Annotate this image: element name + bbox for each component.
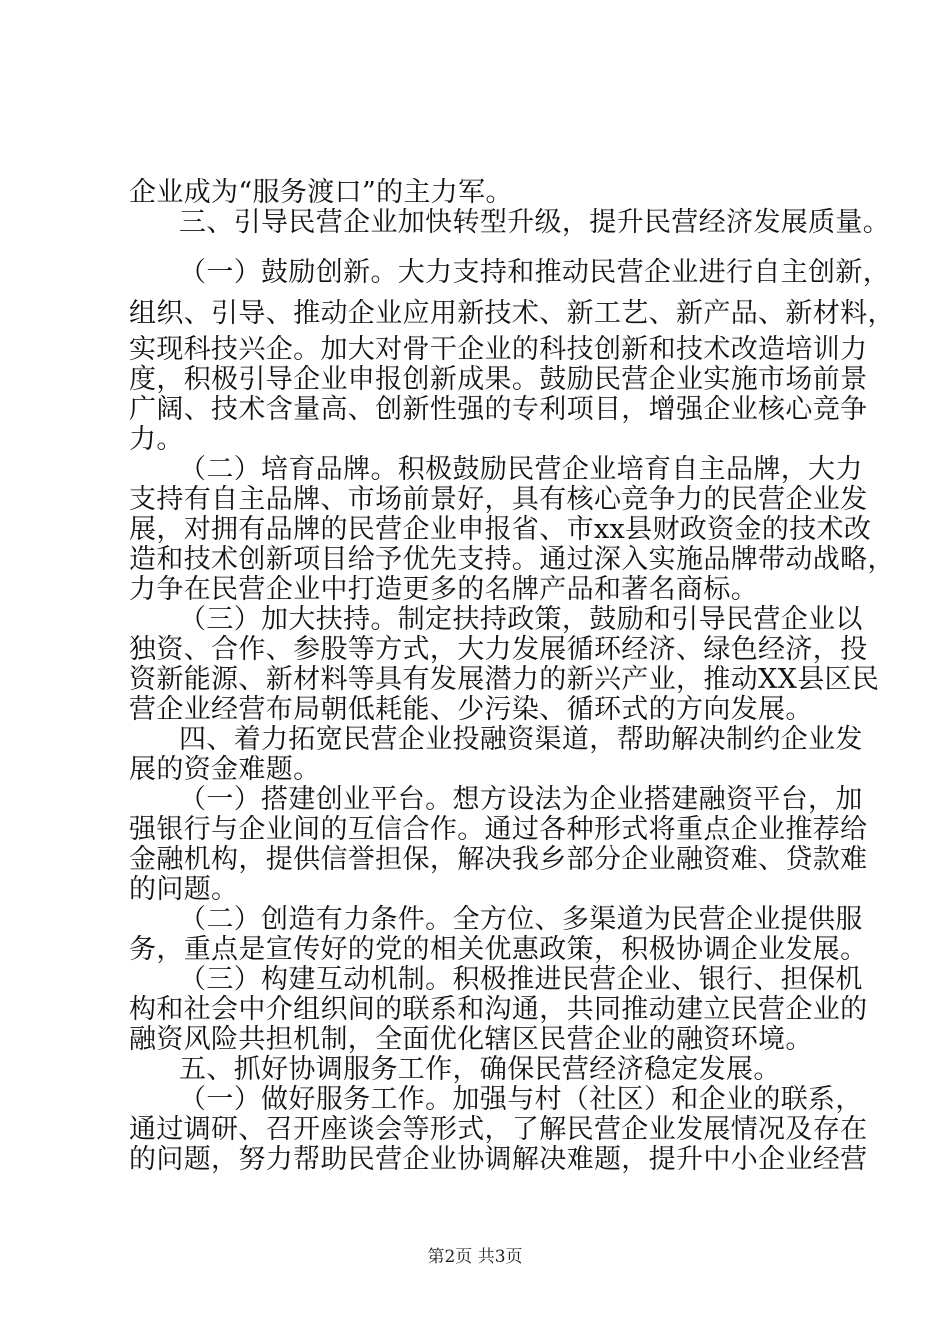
section-heading: 五、抓好协调服务工作，确保民营经济稳定发展。: [179, 1054, 781, 1085]
text-line: 实现科技兴企。加大对骨干企业的科技创新和技术改造培训力: [129, 334, 868, 365]
page-number-footer: 第2页 共3页: [427, 1247, 523, 1267]
text-line: 构和社会中介组织间的联系和沟通，共同推动建立民营企业的: [129, 994, 868, 1025]
text-line: 组织、引导、推动企业应用新技术、新工艺、新产品、新材料，: [129, 298, 895, 329]
text-line: 营企业经营布局朝低耗能、少污染、循环式的方向发展。: [129, 694, 813, 725]
section-heading: 三、引导民营企业加快转型升级，提升民营经济发展质量。: [179, 207, 891, 238]
subsection-line: （一）做好服务工作。加强与村（社区）和企业的联系，: [179, 1084, 863, 1115]
subsection-line: （一）搭建创业平台。想方设法为企业搭建融资平台，加: [179, 784, 863, 815]
subsection-line: （一）鼓励创新。大力支持和推动民营企业进行自主创新，: [179, 257, 891, 288]
text-line: 造和技术创新项目给予优先支持。通过深入实施品牌带动战略，: [129, 544, 895, 575]
subsection-line: （三）加大扶持。制定扶持政策，鼓励和引导民营企业以: [179, 604, 863, 635]
subsection-line: （二）创造有力条件。全方位、多渠道为民营企业提供服: [179, 904, 863, 935]
text-line: 金融机构，提供信誉担保，解决我乡部分企业融资难、贷款难: [129, 844, 868, 875]
text-line: 力争在民营企业中打造更多的名牌产品和著名商标。: [129, 574, 759, 605]
text-line: 务，重点是宣传好的党的相关优惠政策，积极协调企业发展。: [129, 934, 868, 965]
text-line: 强银行与企业间的互信合作。通过各种形式将重点企业推荐给: [129, 814, 868, 845]
text-line: 通过调研、召开座谈会等形式，了解民营企业发展情况及存在: [129, 1114, 868, 1145]
text-line: 的问题。: [129, 874, 239, 905]
text-line: 力。: [129, 424, 184, 455]
text-line: 展的资金难题。: [129, 754, 321, 785]
text-line: 度，积极引导企业申报创新成果。鼓励民营企业实施市场前景: [129, 364, 868, 395]
subsection-line: （三）构建互动机制。积极推进民营企业、银行、担保机: [179, 964, 863, 995]
text-line: 展，对拥有品牌的民营企业申报省、市xx县财政资金的技术改: [129, 514, 872, 545]
subsection-line: （二）培育品牌。积极鼓励民营企业培育自主品牌，大力: [179, 454, 863, 485]
text-line: 的问题，努力帮助民营企业协调解决难题，提升中小企业经营: [129, 1144, 868, 1175]
text-line: 广阔、技术含量高、创新性强的专利项目，增强企业核心竞争: [129, 394, 868, 425]
text-line: 资新能源、新材料等具有发展潜力的新兴产业，推动XX县区民: [129, 664, 880, 695]
section-heading: 四、着力拓宽民营企业投融资渠道，帮助解决制约企业发: [179, 724, 863, 755]
text-line: 融资风险共担机制，全面优化辖区民营企业的融资环境。: [129, 1024, 813, 1055]
text-line: 独资、合作、参股等方式，大力发展循环经济、绿色经济，投: [129, 634, 868, 665]
text-line: 企业成为“服务渡口”的主力军。: [129, 177, 513, 208]
text-line: 支持有自主品牌、市场前景好，具有核心竞争力的民营企业发: [129, 484, 868, 515]
